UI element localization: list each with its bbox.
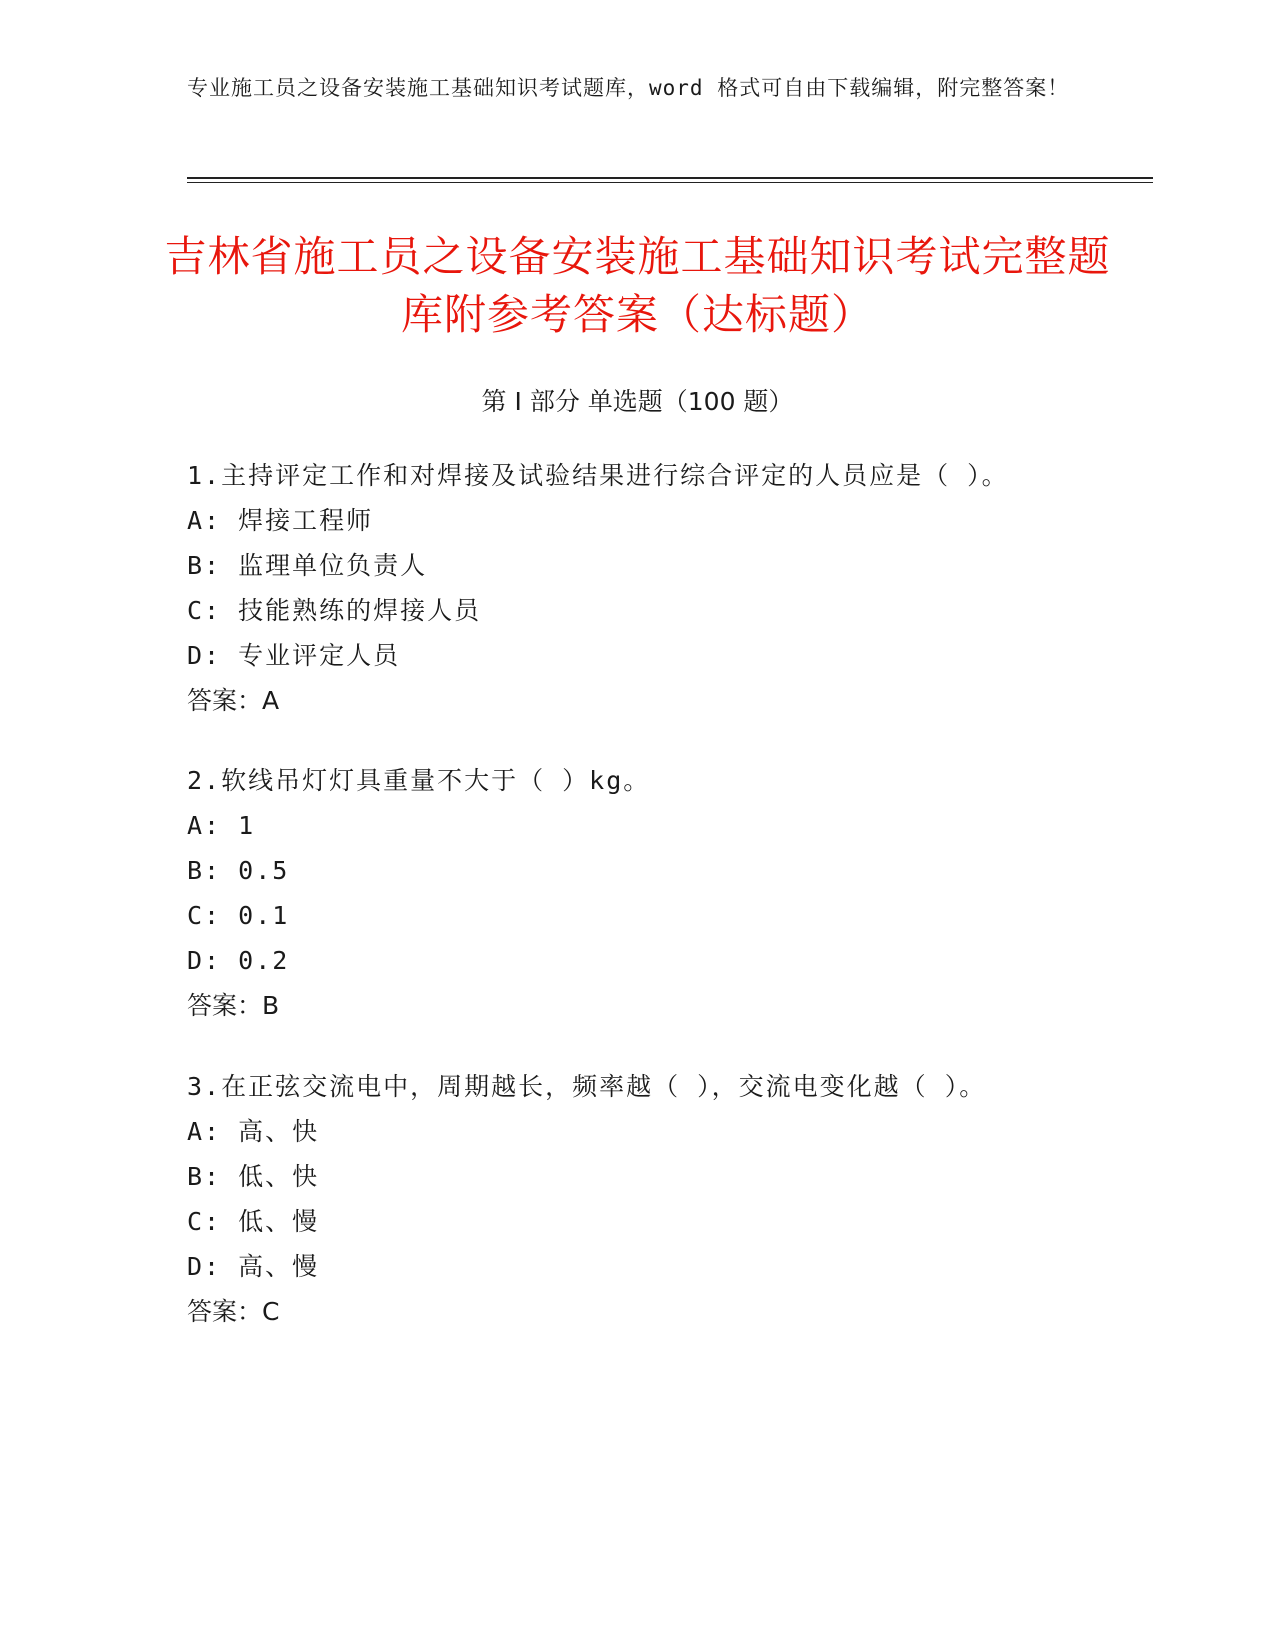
question-2-option-d: D: 0.2 bbox=[187, 946, 290, 975]
question-3-answer: 答案：C bbox=[187, 1297, 280, 1326]
question-2-answer: 答案：B bbox=[187, 991, 280, 1020]
question-1-text: 1.主持评定工作和对焊接及试验结果进行综合评定的人员应是（ ）。 bbox=[187, 461, 1009, 490]
question-3-option-d: D: 高、慢 bbox=[187, 1252, 320, 1281]
question-1-option-d: D: 专业评定人员 bbox=[187, 641, 401, 670]
question-1-option-a: A: 焊接工程师 bbox=[187, 506, 374, 535]
question-1-option-c: C: 技能熟练的焊接人员 bbox=[187, 596, 482, 625]
question-3 bbox=[187, 1064, 1147, 1335]
question-2-text: 2.软线吊灯灯具重量不大于（ ）kg。 bbox=[187, 766, 651, 795]
section-heading: 第 I 部分 单选题（100 题） bbox=[481, 387, 794, 416]
question-2-option-a: A: 1 bbox=[187, 811, 256, 840]
question-3-option-b: B: 低、快 bbox=[187, 1162, 320, 1191]
document-title: 吉林省施工员之设备安装施工基础知识考试完整题库附参考答案（达标题） bbox=[164, 232, 1111, 339]
question-1-option-b: B: 监理单位负责人 bbox=[187, 551, 428, 580]
question-2-option-c: C: 0.1 bbox=[187, 901, 290, 930]
question-2-option-b: B: 0.5 bbox=[187, 856, 290, 885]
question-3-option-c: C: 低、慢 bbox=[187, 1207, 320, 1236]
document-intro: 专业施工员之设备安装施工基础知识考试题库，word 格式可自由下载编辑，附完整答案！ bbox=[187, 76, 1070, 100]
question-3-option-a: A: 高、快 bbox=[187, 1117, 320, 1146]
question-3-text: 3.在正弦交流电中，周期越长，频率越（ ），交流电变化越（ ）。 bbox=[187, 1072, 987, 1101]
header-divider-thick bbox=[187, 177, 1153, 179]
question-2 bbox=[187, 758, 1147, 1029]
question-1 bbox=[187, 453, 1147, 724]
question-1-answer: 答案：A bbox=[187, 686, 280, 715]
header-divider-thin bbox=[187, 182, 1153, 183]
